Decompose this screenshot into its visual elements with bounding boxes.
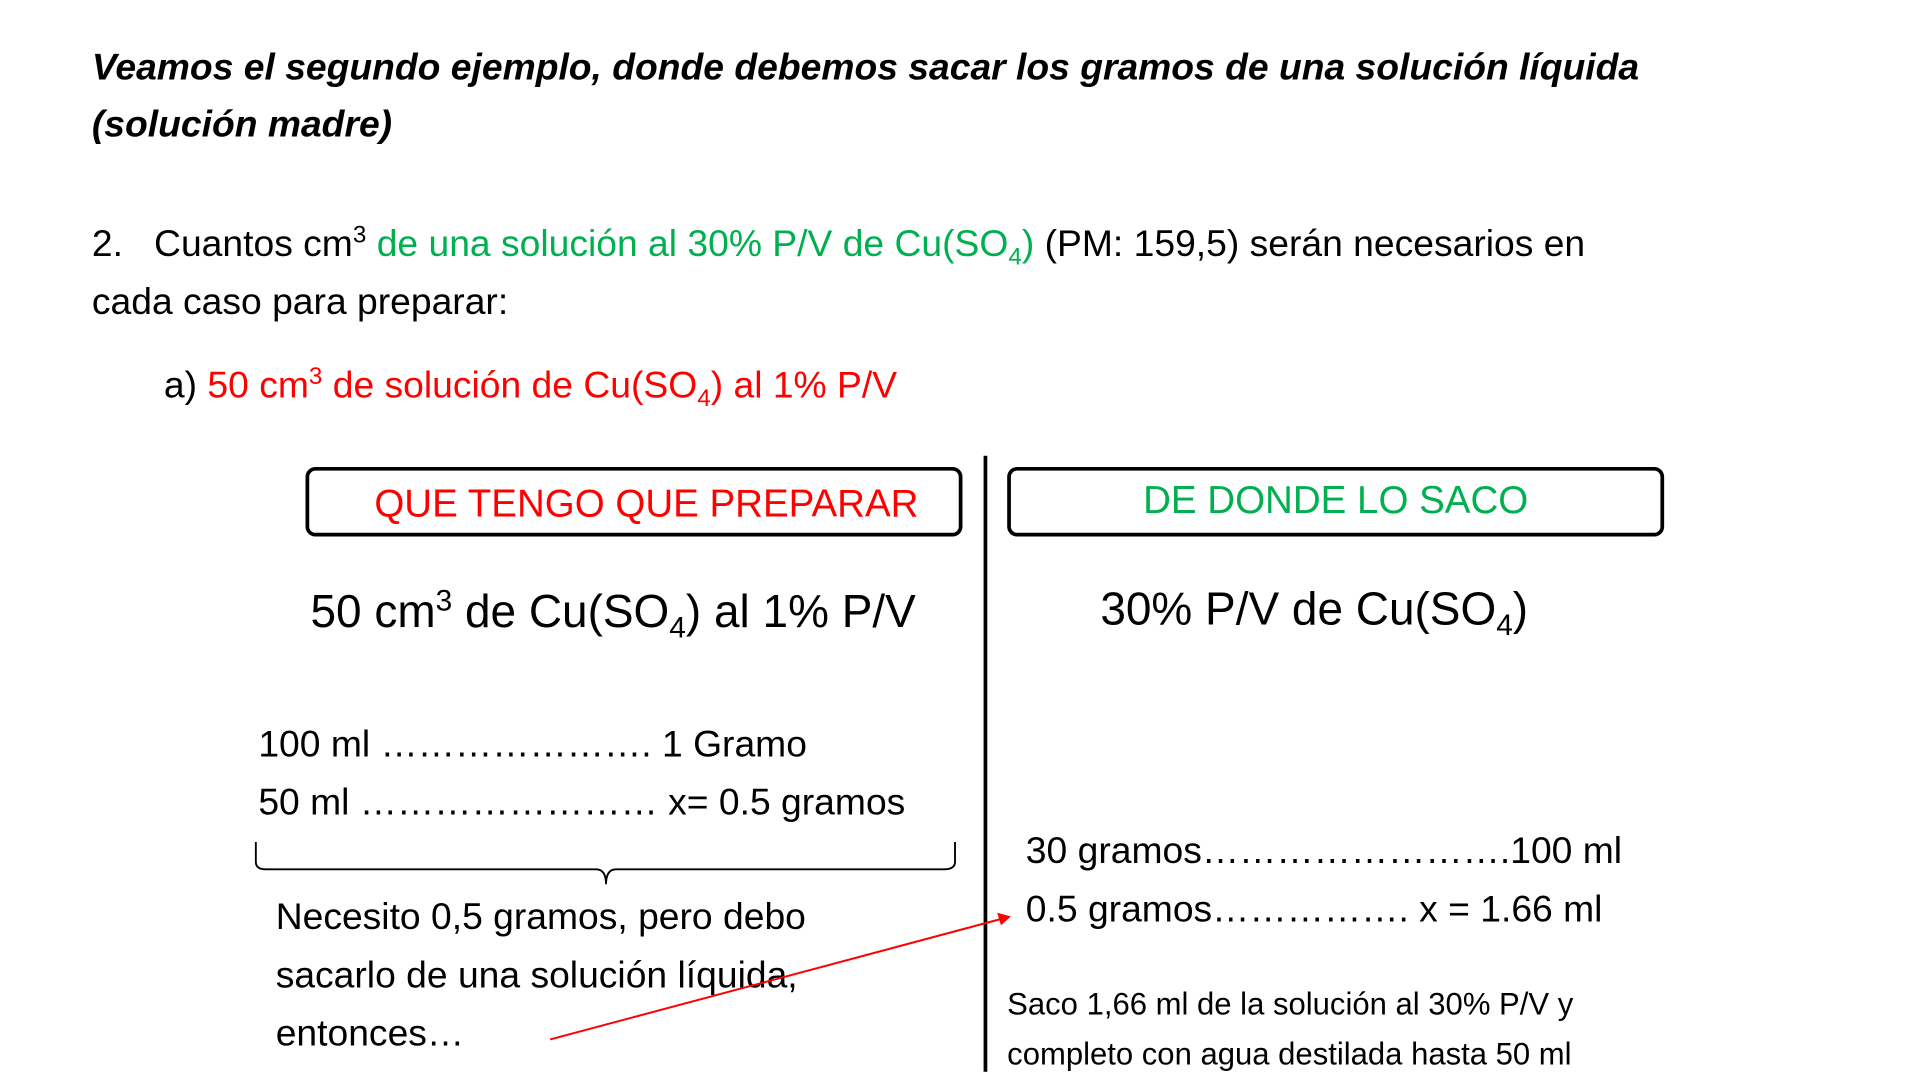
formula-text: de Cu(SO: [452, 586, 670, 638]
superscript: 3: [435, 584, 453, 619]
formula-text: 30% P/V de Cu(SO: [1100, 583, 1497, 635]
title-line-2: (solución madre): [91, 104, 393, 146]
formula-text: 50 cm: [310, 586, 436, 638]
superscript: 3: [352, 221, 367, 249]
question-suffix: (PM: 159,5) serán necesarios en: [1034, 223, 1586, 265]
subscript: 4: [669, 611, 686, 646]
question-number: 2.: [91, 223, 123, 265]
formula-text: ) al 1% P/V: [685, 586, 916, 638]
left-header-label: QUE TENGO QUE PREPARAR: [374, 481, 919, 526]
right-header-label: DE DONDE LO SACO: [1143, 478, 1529, 522]
left-calc-row-1: 100 ml …………………. 1 Gramo: [258, 724, 807, 766]
question-line-2: cada caso para preparar:: [91, 281, 509, 323]
right-note-line-1: Saco 1,66 ml de la solución al 30% P/V y: [1007, 987, 1574, 1023]
red-text: 50 cm: [207, 365, 309, 407]
subscript: 4: [1496, 609, 1513, 643]
title-line-1: Veamos el segundo ejemplo, donde debemos sacar los gramos de una solución líquida: [91, 47, 1640, 89]
superscript: 3: [308, 362, 323, 391]
right-calc-row-2: 0.5 gramos……………. x = 1.66 ml: [1025, 889, 1603, 931]
formula-text: ): [1512, 583, 1529, 635]
left-note-line-2: sacarlo de una solución líquida,: [275, 955, 798, 997]
subscript: 4: [1008, 243, 1022, 271]
subscript: 4: [697, 384, 711, 413]
left-calc-row-2: 50 ml …………………… x= 0.5 gramos: [258, 782, 906, 824]
left-note-line-3: entonces…: [275, 1013, 465, 1055]
left-note-line-1: Necesito 0,5 gramos, pero debo: [275, 896, 806, 938]
red-text: ) al 1% P/V: [710, 365, 898, 407]
right-note-line-2: completo con agua destilada hasta 50 ml: [1007, 1036, 1572, 1072]
green-close: ): [1021, 223, 1035, 265]
item-a-label: a): [163, 365, 208, 407]
question-prefix: Cuantos cm: [154, 223, 353, 265]
red-text: de solución de Cu(SO: [322, 365, 698, 407]
right-calc-row-1: 30 gramos…………………….100 ml: [1025, 830, 1623, 872]
green-text: de una solución al 30% P/V de Cu(SO: [366, 223, 1009, 265]
